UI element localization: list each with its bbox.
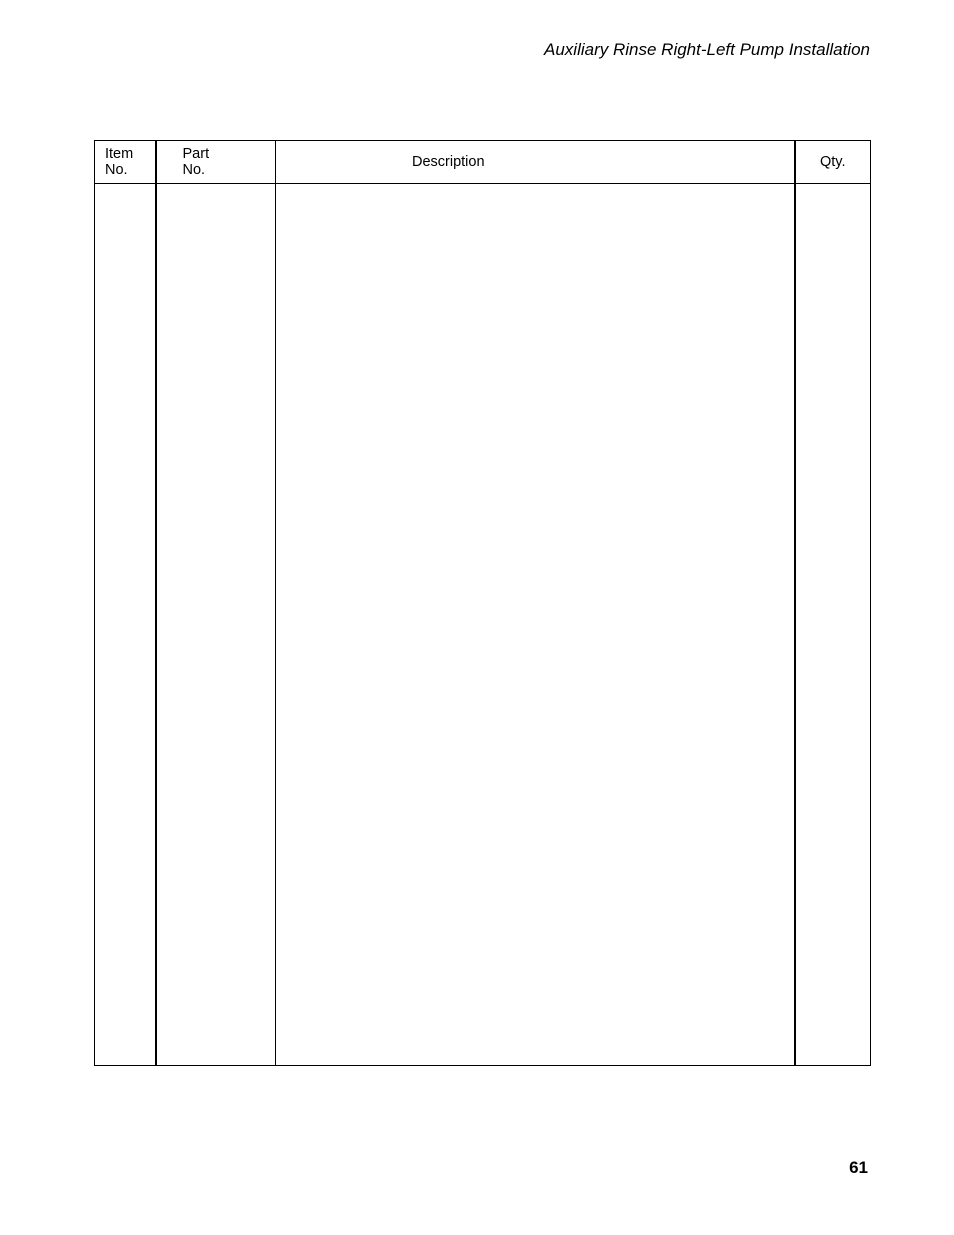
column-header-part-no [156,141,276,184]
page-number: 61 [849,1158,868,1177]
running-header-title: Auxiliary Rinse Right-Left Pump Installation [544,40,870,59]
column-header-part-line2: No. [182,162,206,178]
qty-cell [795,184,871,1066]
column-header-part-line1: Part [182,146,210,162]
column-header-item-line1: Item [105,146,134,162]
description-cell [276,184,795,1066]
item-no-cell [95,184,156,1066]
table-body-empty-row [95,184,871,1066]
column-header-description: Description [276,141,795,184]
part-no-cell [156,184,276,1066]
column-header-item-line2: No. [105,162,128,178]
table-header-row [95,141,871,184]
column-header-item-no [95,141,156,184]
parts-list-table [94,140,871,1066]
column-header-qty: Qty. [795,141,871,184]
